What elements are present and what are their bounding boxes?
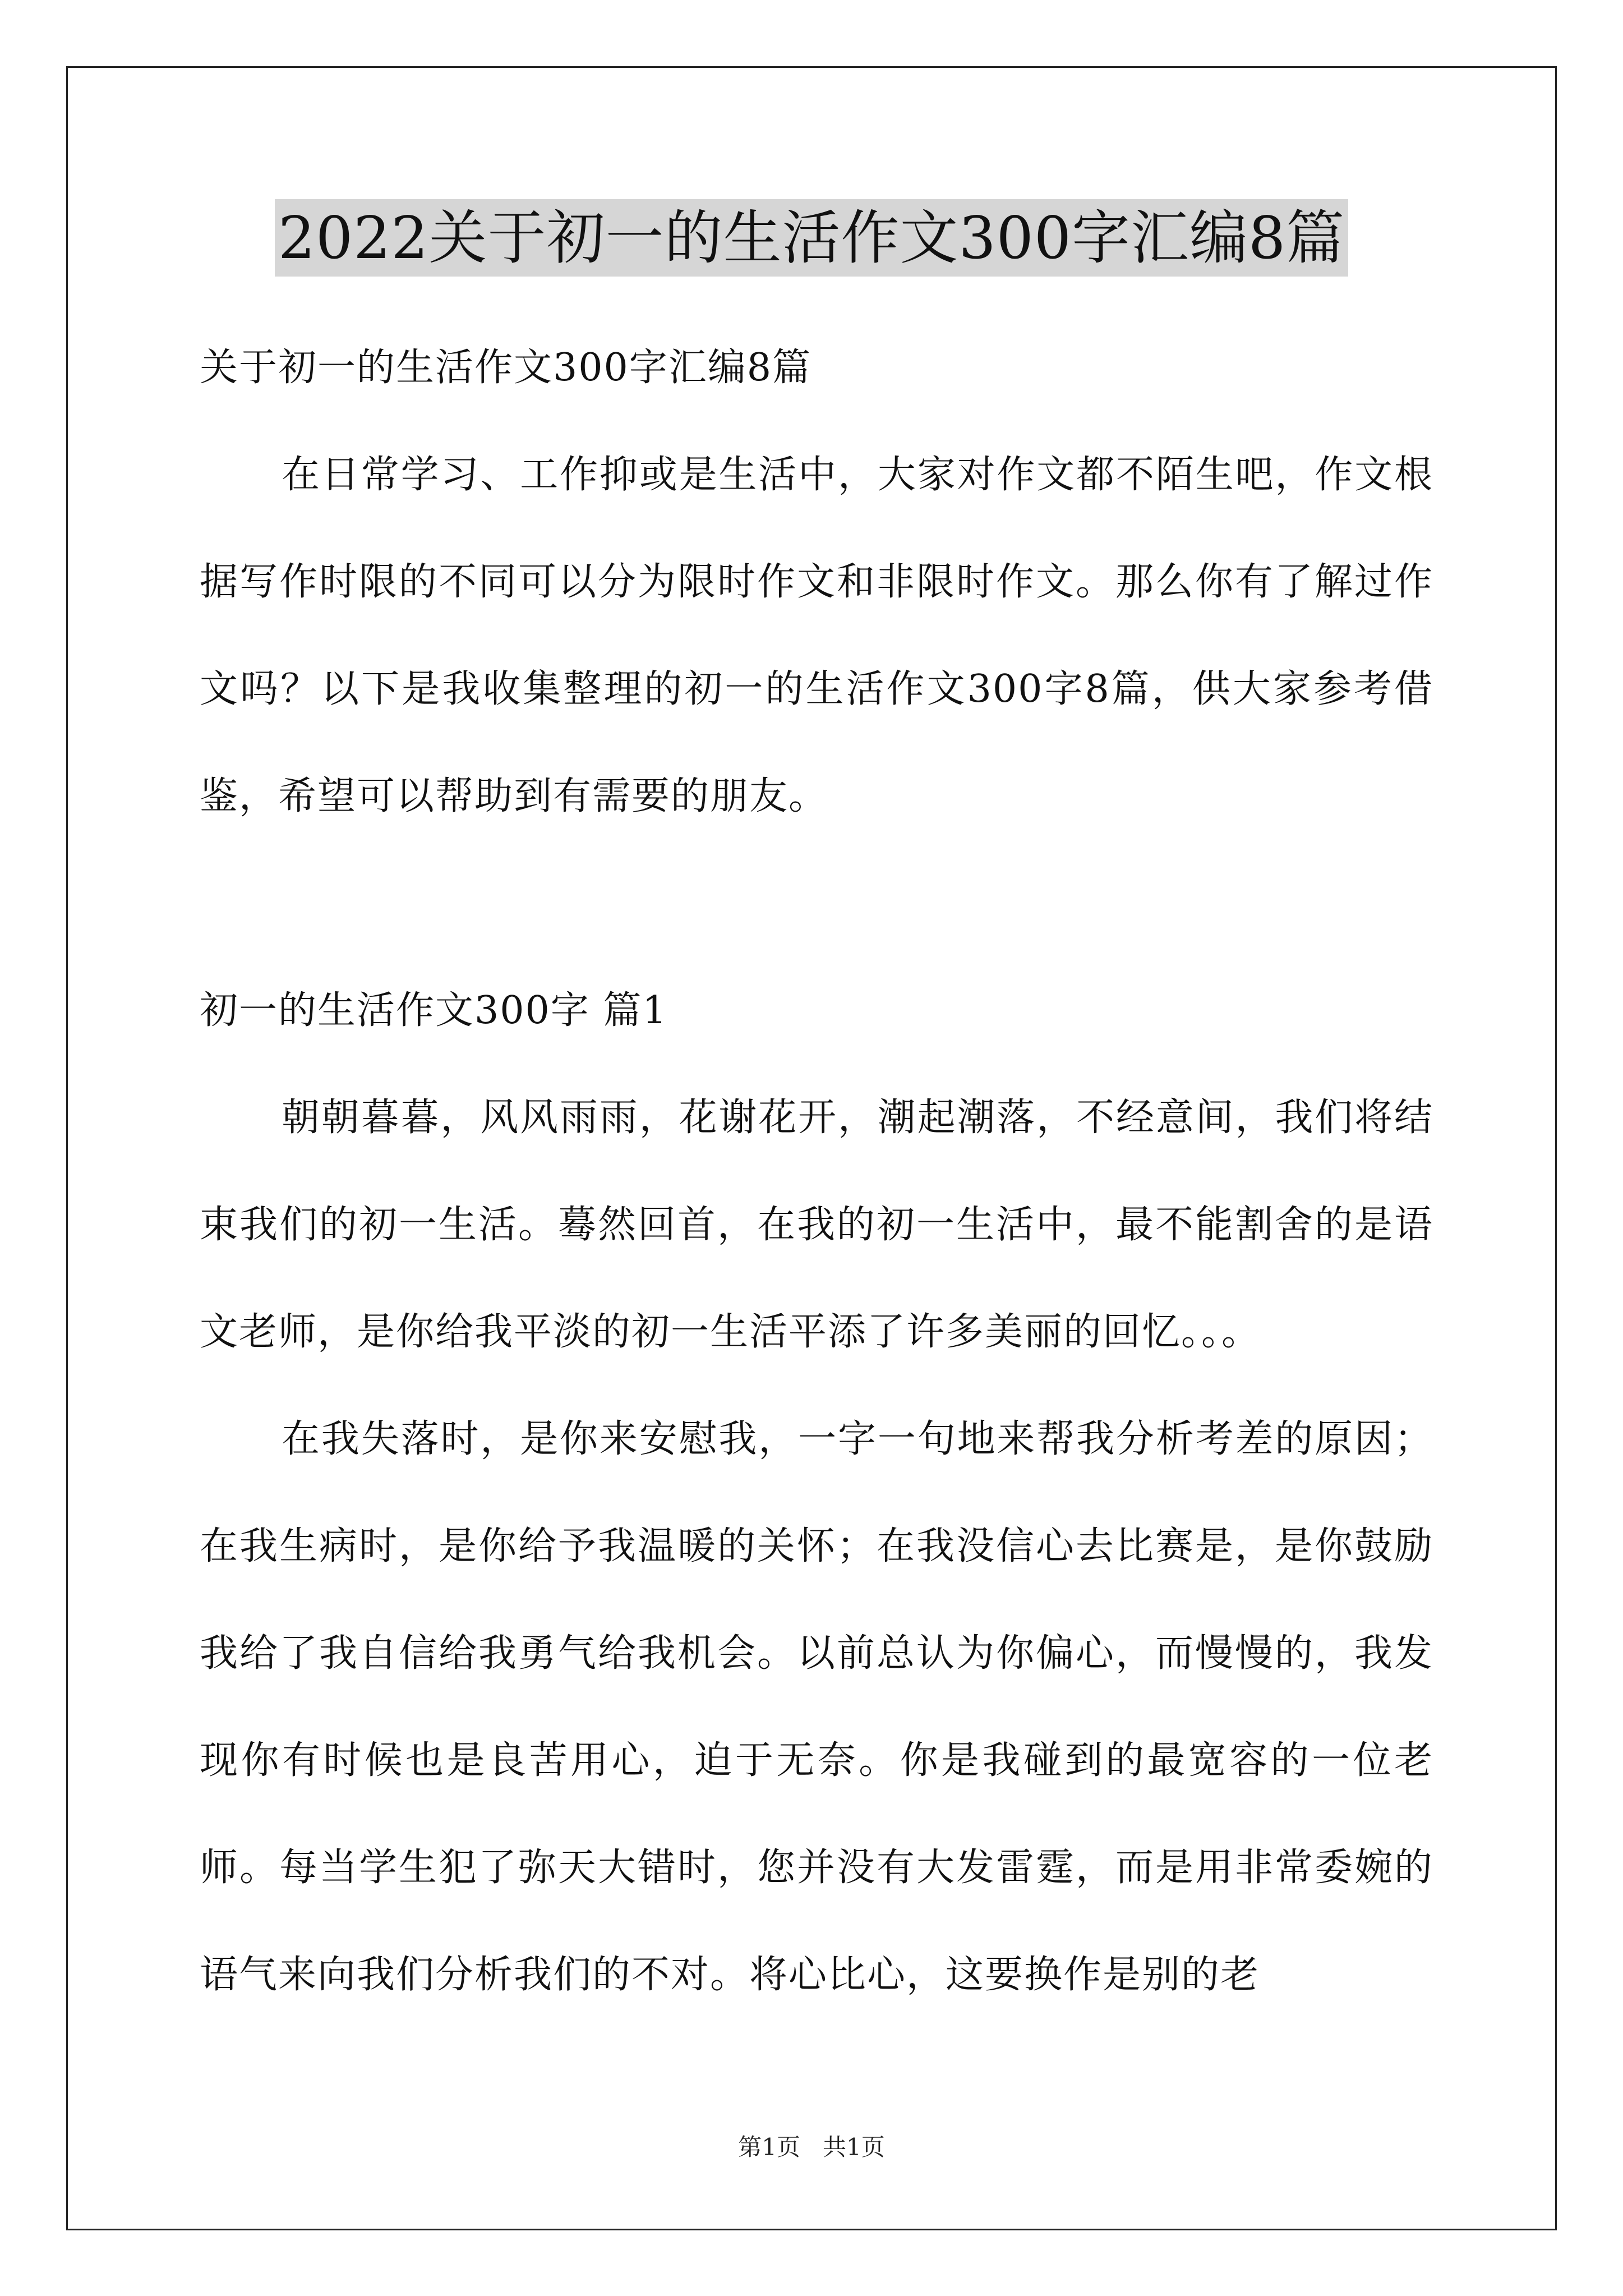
document-title: 2022关于初一的生活作文300字汇编8篇 [275, 199, 1348, 277]
body-paragraph: 朝朝暮暮，风风雨雨，花谢花开，潮起潮落，不经意间，我们将结束我们的初一生活。蓦然回首，在我的初一生活中，最不能割舍的是语文老师，是你给我平淡的初一生活平添了许多美丽的回忆。。。 [200, 1096, 1433, 1354]
body-paragraph: 在我失落时，是你来安慰我，一字一句地来帮我分析考差的原因；在我生病时，是你给予我温暖的关怀；在我没信心去比赛是，是你鼓励我给了我自信给我勇气给我机会。以前总认为你偏心，而慢慢的，我发现你有时候也是良苦用心，迫于无奈。你是我碰到的最宽容的一位老师。每当学生犯了弥天大错时，您并没有大发雷霆，而是用非常委婉的语气来向我们分析我们的不对。将心比心，这要换作是别的老 [200, 1417, 1433, 1997]
document-subtitle: 关于初一的生活作文300字汇编8篇 [200, 346, 812, 390]
intro-paragraph: 在日常学习、工作抑或是生活中，大家对作文都不陌生吧，作文根据写作时限的不同可以分为限时作文和非限时作文。那么你有了解过作文吗？以下是我收集整理的初一的生活作文300字8篇，供大家参考借鉴，希望可以帮助到有需要的朋友。 [200, 453, 1433, 818]
section-spacer [200, 850, 1433, 957]
title-container [0, 199, 1623, 277]
section-heading: 初一的生活作文300字 篇1 [200, 988, 668, 1033]
page-footer: 第1页 共1页 [738, 2133, 885, 2161]
document-body [200, 314, 1433, 2028]
